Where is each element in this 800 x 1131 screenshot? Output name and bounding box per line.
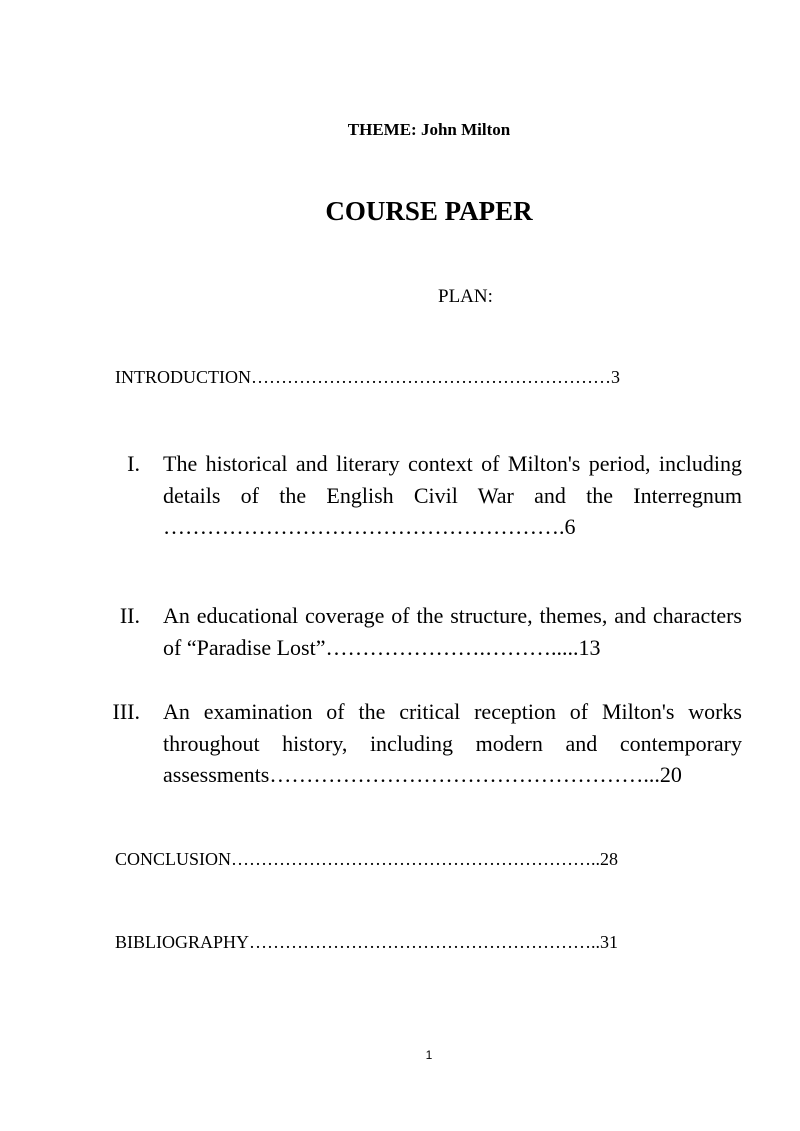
toc-item-text: The historical and literary context of Milton's period, including details of the English Civil War and the Interregnum ……………………………………………….6 [163, 451, 742, 539]
toc-item-numeral: III. [112, 699, 140, 724]
toc-conclusion: CONCLUSION……………………………………………………..28 [115, 849, 619, 869]
toc-item-numeral: II. [119, 603, 140, 628]
toc-item-numeral: I. [127, 451, 140, 476]
page-title: COURSE PAPER [325, 196, 533, 226]
toc-bibliography: BIBLIOGRAPHY…………………………………………………..31 [115, 932, 619, 952]
toc-item-text: An examination of the critical reception of Milton's works throughout history, including modern and contemporary assessments……………………………………………...20 [163, 699, 742, 787]
toc-item-3 [100, 696, 742, 791]
toc-item-1 [100, 448, 742, 543]
toc-item-text: An educational coverage of the structure, themes, and characters of “Paradise Lost”………………….……….....13 [163, 603, 742, 660]
theme-line: THEME: John Milton [347, 120, 511, 139]
toc-introduction: INTRODUCTION……………………………………………………3 [115, 367, 620, 387]
plan-heading: PLAN: [438, 286, 493, 307]
toc-item-2 [100, 600, 742, 663]
page-number: 1 [425, 1048, 433, 1062]
